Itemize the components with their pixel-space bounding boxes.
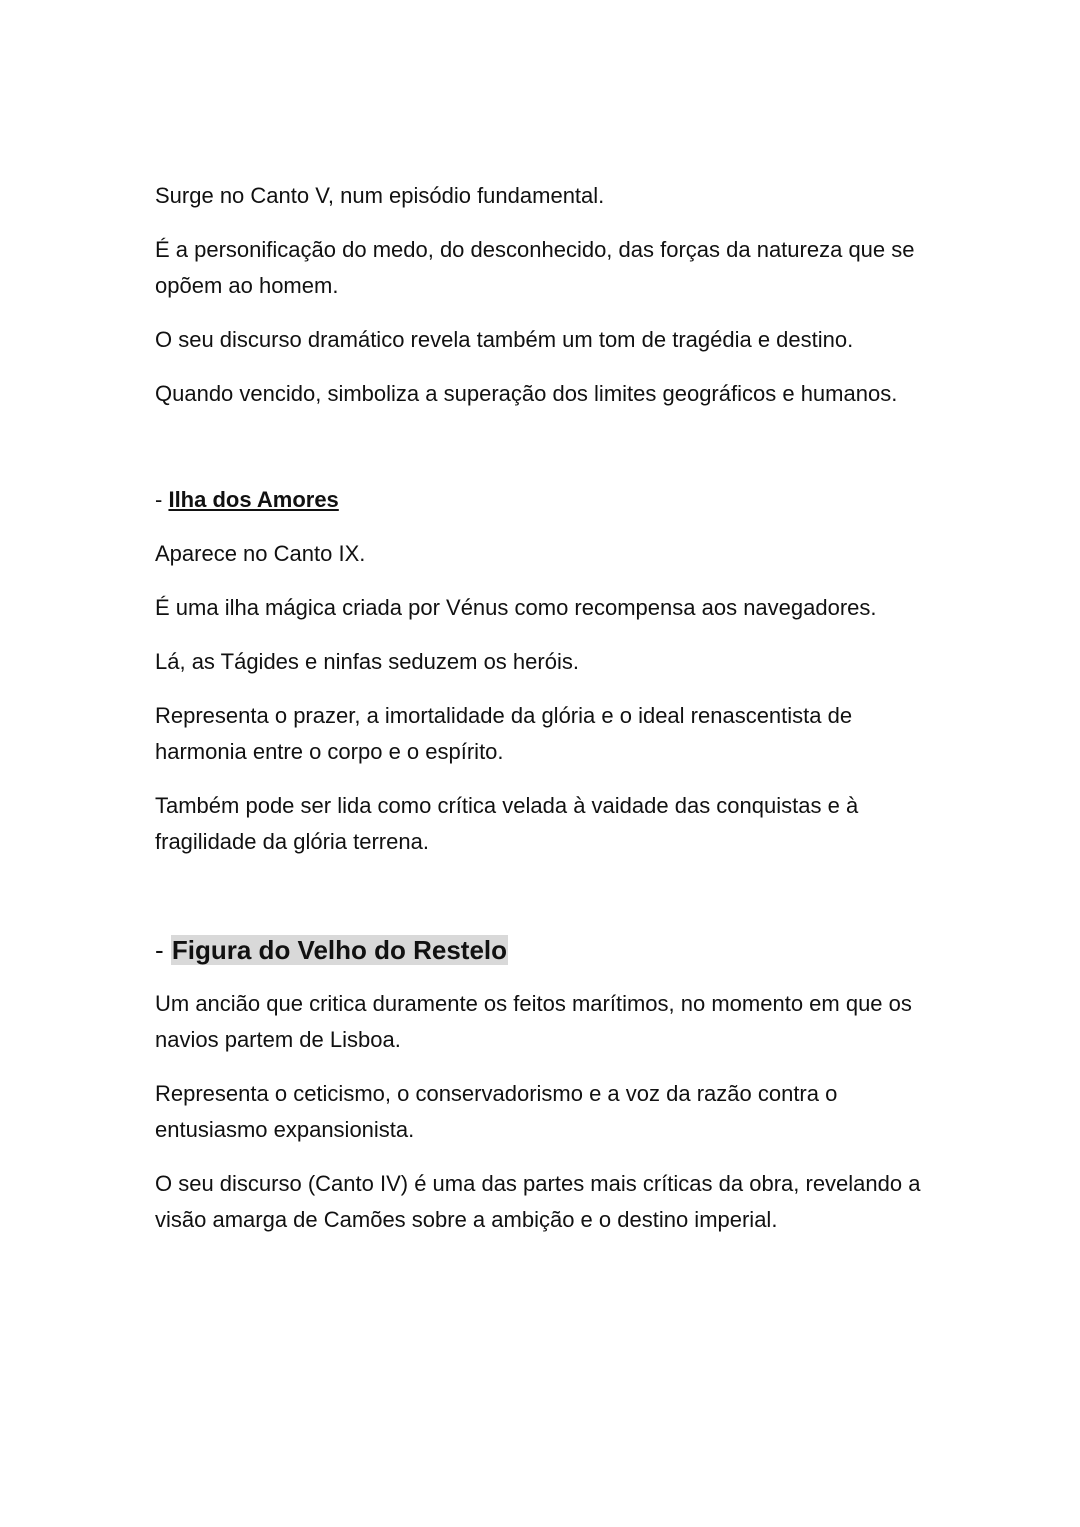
paragraph: Também pode ser lida como crítica velada à vaidade das conquistas e à fragilidade da glória terrena. <box>155 793 859 854</box>
paragraph: É a personificação do medo, do desconhecido, das forças da natureza que se opõem ao homem. <box>155 237 915 298</box>
paragraph: Aparece no Canto IX. <box>155 541 366 566</box>
paragraph: Lá, as Tágides e ninfas seduzem os heróis. <box>155 649 579 674</box>
paragraph: O seu discurso dramático revela também um tom de tragédia e destino. <box>155 327 854 352</box>
section-ilha-dos-amores <box>155 482 945 860</box>
section-title: Figura do Velho do Restelo <box>171 935 508 965</box>
paragraph: Representa o prazer, a imortalidade da glória e o ideal renascentista de harmonia entre o corpo e o espírito. <box>155 703 853 764</box>
document-body <box>155 178 945 1256</box>
paragraph: Um ancião que critica duramente os feitos marítimos, no momento em que os navios partem de Lisboa. <box>155 991 912 1052</box>
section-velho-do-restelo <box>155 930 945 1238</box>
intro-section <box>155 178 945 412</box>
paragraph: Surge no Canto V, num episódio fundamental. <box>155 183 605 208</box>
heading-dash: - <box>155 487 169 512</box>
section-heading <box>155 482 945 518</box>
heading-dash: - <box>155 935 171 965</box>
section-title: Ilha dos Amores <box>168 487 339 512</box>
paragraph: O seu discurso (Canto IV) é uma das partes mais críticas da obra, revelando a visão amarga de Camões sobre a ambição e o destino imperial. <box>155 1171 921 1232</box>
section-heading <box>155 930 945 970</box>
paragraph: Representa o ceticismo, o conservadorismo e a voz da razão contra o entusiasmo expansionista. <box>155 1081 838 1142</box>
paragraph: Quando vencido, simboliza a superação dos limites geográficos e humanos. <box>155 381 898 406</box>
paragraph: É uma ilha mágica criada por Vénus como recompensa aos navegadores. <box>155 595 877 620</box>
